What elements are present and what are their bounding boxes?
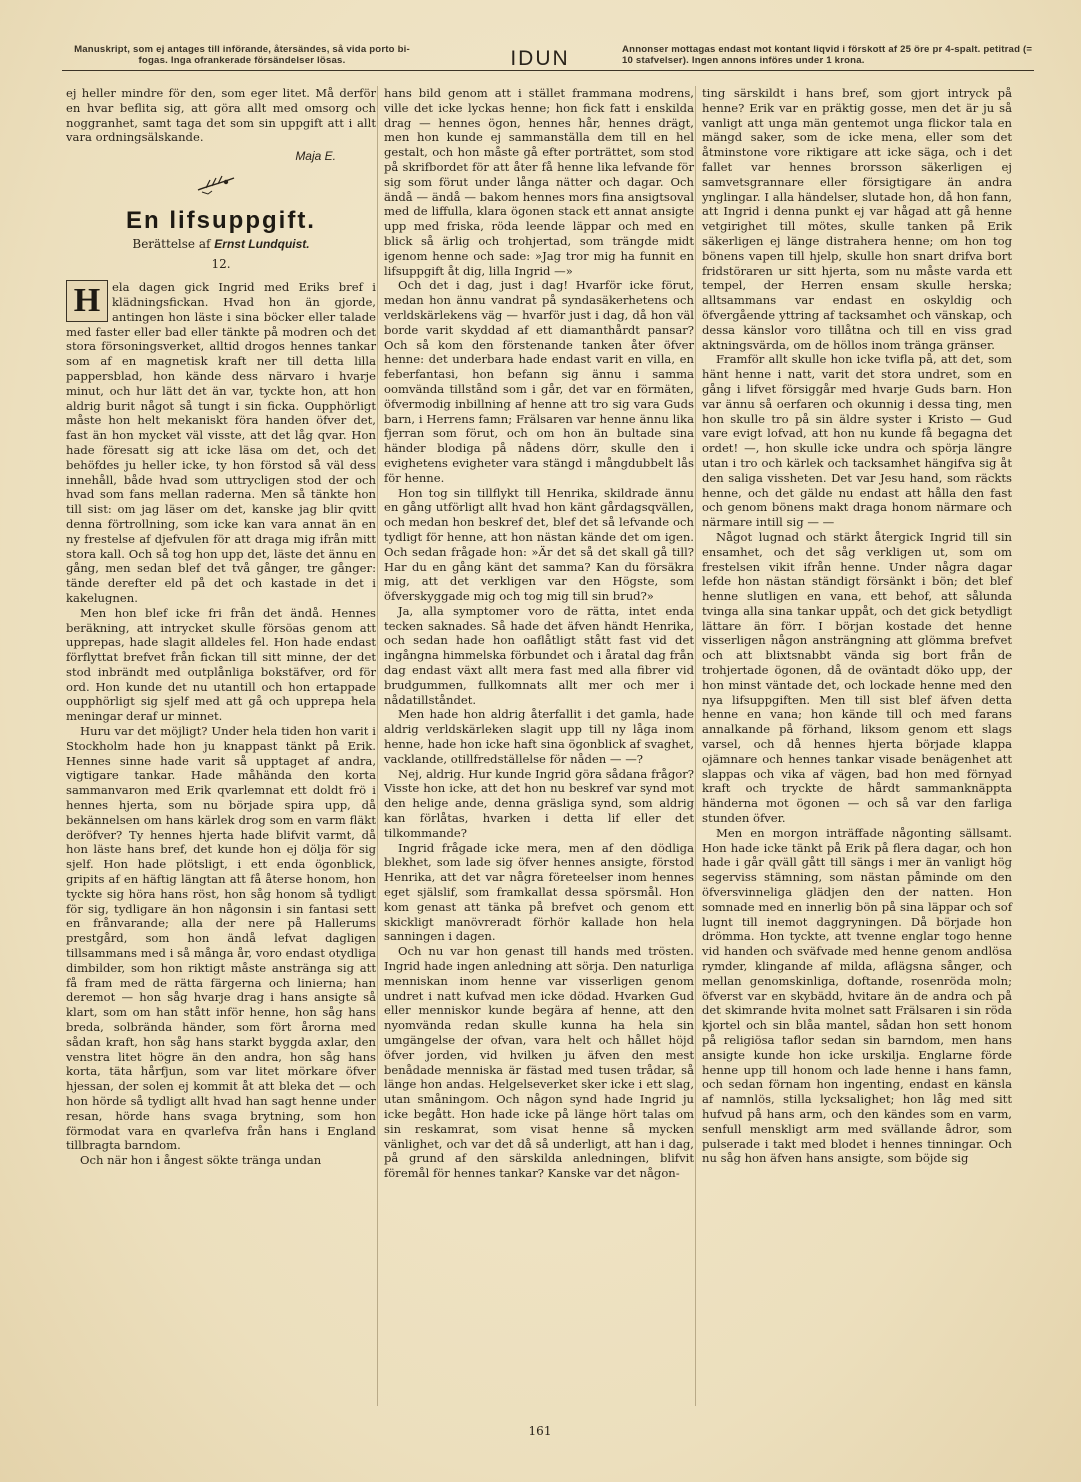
story-title: En lifsuppgift. [126,206,316,234]
column-divider [377,86,378,1406]
story-byline [66,237,376,252]
paragraph: hans bild genom att i stället frammana modrens, ville det icke lyckas henne; hon fick fatt i enskilda drag — hennes ögon, hennes hår, hennes drägt, men hon kunde ej sammanställa dem till en hel gestalt, och hon måste gå efter porträttet, som stod på skrifbordet för att åter få henne lika lefvande för sig som förut under långa nätter och dagar. Och ändå — ändå — bakom hennes mors fina ansigtsoval med de liffulla, klara ögonen stack ett annat ansigte upp med friska, röda leende läppar och med en blick så ärlig och trohjertad, som trängde midt igenom henne och sade: »Jag tror mig ha funnit en lifsuppgift åt dig, lilla Ingrid —» [384,86,694,278]
header-rule [62,70,1034,71]
paragraph: Men hon blef icke fri från det ändå. Hennes beräkning, att intrycket skulle försöas genom att upprepas, hade slagit alldeles fel. Hon hade endast förflyttat brefvet från fickan till sitt minne, der det stod inbrändt med outplånliga bokstäfver, ord för ord. Hon kunde det nu utantill och hon ertappade oupphörligt sig sjelf med att gå och upprepa hela meningar deraf ur minnet. [66,605,376,724]
paragraph: Och det i dag, just i dag! Hvarför icke förut, medan hon ännu vandrat på syndasäkerhetens och verldskärlekens väg — hvarför just i dag, då hon väl borde varit skyddad af ett diamanthårdt pansar? Och så kom den förstenande tanken åter öfver henne: det underbara hade endast varit en villa, en feberfantasi, hon befann sig ännu i samma oomvända tillstånd som i går, det var en förmäten, öfvermodig inbillning af henne att tro sig vara Guds barn, i Herrens famn; Frälsaren var henne ännu lika fjerran som förut, och om hon än bultade sina händer blodiga på nådens dörr, skulle den i evighetens evigheter vara stängd i mångdubbelt lås för henne. [384,278,694,485]
signature: Maja E. [295,149,336,164]
drop-cap: H [66,280,108,322]
paragraph: Men en morgon inträffade någonting sällsamt. Hon hade icke tänkt på Erik på flera dagar, och hon hade i går qväll gått till sängs i mer än vanligt hög segerviss stämning, som nästan påminde om den öfversvinneliga glädjen den der natten. Hon somnade med en innerlig bön på sina läppar och sof lugnt till inemot daggryningen. Då började hon drömma. Hon tyckte, att tvenne englar togo henne vid handen och sväfvade med henne genom andlösa rymder, klingande af milda, aflägsna sånger, och mellan genomskinliga, doftande, rosenröda moln; öfverst var en skybädd, hvitare än de andra och på det skimrande hvita molnet satt Frälsaren i sin röda kjortel och sin blåa mantel, sådan hon sett honom på religiösa taflor sedan sin barndom, men hans ansigte kunde hon icke urskilja. Englarne förde henne upp till honom och lade henne i hans famn, och sedan förnam hon ingenting, endast en känsla af namnlös, stilla lycksalighet; hon låg med sitt hufvud på hans arm, och den kändes som en varm, senfull menskligt arm med svällande ådror, som pulserade i takt med blodet i hennes tinningar. Och nu såg hon äfven hans ansigte, som böjde sig [702,825,1012,1166]
chapter-number: 12. [211,257,231,272]
paragraph: Ja, alla symptomer voro de rätta, intet enda tecken saknades. Så hade det äfven händt Henrika, och sedan hade hon oaflåtligt stått fast vid det ingångna himmelska förbundet och i åratal dag från dag endast växt allt mera fast med alla fibrer vid brudgummen, fullkomnats allt mer och mer i nådatillståndet. [384,603,694,707]
previous-article-end: ej heller mindre för den, som eger litet. Må derför en hvar beflita sig, att göra allt med omsorg och noggranhet, samt taga det som sin uppgift att i allt vara ordningsälskande. [66,86,376,145]
floral-ornament-icon [196,172,236,196]
paragraph: Och när hon i ångest sökte tränga undan [80,1153,322,1168]
column-2 [384,86,694,1181]
byline-prefix: Berättelse af [132,236,211,251]
paragraph: Nej, aldrig. Hur kunde Ingrid göra sådana frågor? Visste hon icke, att det hon nu beskref var synd mot den helige ande, denna gräsliga synd, som aldrig kan förlåtas, hvarken i detta lif eller det tilkommande? [384,766,694,840]
page-number: 161 [528,1424,552,1438]
paragraph: ela dagen gick Ingrid med Eriks bref i klädningsfickan. Hvad hon än gjorde, antingen hon läste i sina böcker eller talade med faster eller bad eller tänkte på modren och det stora försoningsverket, alltid drogos hennes tankar som af en magnetisk kraft ner till detta lilla pappersblad, hon kände dess närvaro i hvarje minut, och hur lätt det än var, tyckte hon, att hon aldrig burit något så tungt i sin ficka. Oupphörligt måste hon helt mekaniskt föra handen öfver det, fast än hon mycket väl visste, att det låg qvar. Hon hade föresatt sig att icke läsa om det, och det behöfdes ju heller icke, ty hon förstod så väl dess innehåll, både hvad som uttrycligen stod der och hvad som fans mellan raderna. Men så tänkte hon till sist: om jag läser om det, kanske jag blir qvitt denna förtrollning, som icke kan vara annat än en ny frestelse af djefvulen för att draga mig ifrån mitt stora kall. Och så tog hon upp det, läste det ännu en gång, men sedan blef det två gånger, tre gånger: tände derefter eld på det och kastade in det i kakelugnen. [66,280,376,605]
paragraph: Ingrid frågade icke mera, men af den dödliga blekhet, som lade sig öfver hennes ansigte, förstod Henrika, att det var några företeelser inom hennes eget själslif, som framkallat dessa spörsmål. Hon kom genast att tänka på brefvet och genom ett skickligt manövreradt förhör kallade hon hela sanningen i dagen. [384,840,694,944]
paragraph: ting särskildt i hans bref, som gjort intryck på henne? Erik var en präktig gosse, men det är ju så vanligt att unga män gentemot unga flickor tala en mängd saker, som de icke mena, eller som det åtminstone vore riktigare att icke säga, och i det fallet var hennes brorsson säkerligen ej samvetsgrannare eller försigtigare än andra ynglingar. I alla händelser, slutade hon, då hon fann, att Ingrid i denna punkt ej var hågad att gå henne vetgirighet till mötes, skulle tanken på Erik säkerligen ej länge distrahera henne; om hon tog bönens vapen till hjelp, skulle hon snart drifva bort fridstöraren ur sitt hjerta, som nu måste varda ett tempel, der Herren ensam skulle herska; alltsammans var endast en oskyldig och öfvergående yttring af tacksamhet och vänskap, och dessa känslor voro tillåtna och till en viss grad aktningsvärda, om de höllos inom tränga gränser. [702,86,1012,352]
paragraph: Huru var det möjligt? Under hela tiden hon varit i Stockholm hade hon ju knappast tänkt på Erik. Hennes sinne hade varit så upptaget af andra, vigtigare tankar. Hade måhända den korta sammanvaron med Erik qvarlemnat ett doldt frö i hennes hjerta, som nu började spira upp, då bekännelsen om hans kärlek drog som en varm fläkt deröfver? Ty hennes hjerta hade blifvit varmt, då hon läste hans bref, det kunde hon ej dölja för sig sjelf. Hon hade plötsligt, i ett enda ögonblick, gripits af en häftig längtan att få återse honom, hon tyckte sig höra hans röst, hon såg honom så tydligt för sig, tydligare än hon någonsin i sin fantasi sett en frånvarande; alla der nere på Hallerums prestgård, som hon ändå lefvat dagligen tillsammans med i så många år, voro endast otydliga dimbilder, som hon riktigt måste anstränga sig att få fram med de rätta färgerna och linierna; han deremot — hon såg hvarje drag i hans ansigte så klart, som om han stått inför henne, hon såg hans breda, solbrända händer, som fört årorna med sådan kraft, hon såg hans starkt byggda axlar, den venstra litet högre än den andra, hon såg hans korta, täta hårfjun, som var litet mörkare öfver hjessan, der solen ej kommit åt att bleka det — och hon hörde så tydligt allt hvad han sagt henne under resan, hörde hans svaga brytning, som hon förmodat vara en qvarlefva från hans i England tillbragta barndom. [66,724,376,1153]
header-right-notice: Annonser mottagas endast mot kontant liqvid i förskott af 25 öre pr 4-spalt. petitrad (= 10 stafvelser). Ingen annons införes under 1 krona. [622,44,1033,66]
masthead-title: IDUN [510,47,570,70]
column-1 [66,86,376,1168]
author-name: Ernst Lundquist. [214,236,310,251]
column-3 [702,86,1012,1166]
paragraph: Något lugnad och stärkt återgick Ingrid till sin ensamhet, och det såg verkligen ut, som om frestelsen vikit ifrån henne. Under några dagar lefde hon nästan ständigt försänkt i bön; det blef henne slutligen en vana, ett behof, att sålunda tvinga alla sina tankar uppåt, och det gick betydligt lättare än förr. I början kostade det henne visserligen någon ansträngning att glömma brefvet och att blixtsnabbt vända sig bort från de trohjertade ögonen, då de oväntadt döko upp, der hon minst väntade det, och lockade henne med den nya lifsuppgiften. Men till sist blef äfven detta henne en vana; hon kände till och med farans annalkande på förhand, liksom genom ett slags varsel, och då hennes hjerta började klappa ojämnare och hennes tankar visade benägenhet att slappas och vika af vägen, bad hon med förnyad kraft och tryckte de hårdt sammanknäppta händerna mot ögonen — och så var den farliga stunden öfver. [702,529,1012,826]
paragraph: Och nu var hon genast till hands med trösten. Ingrid hade ingen anledning att sörja. Den naturliga menniskan inom henne var visserligen genom undret i natt kufvad men icke dödad. Hvarken Gud eller menniskor kunde begära af henne, att den nyomvända redan skulle kunna ha hela sin umgängelse der ofvan, vara helt och hållet höjd öfver jorden, vid hvilken ju äfven den mest benådade menniska är fästad med tusen trådar, så länge hon andas. Helgelseverket sker icke i ett slag, utan småningom. Och någon synd hade Ingrid ju icke begått. Hon hade icke på länge hört talas om sin reskamrat, som visat henne så mycken vänlighet, och var det då så underligt, att han i dag, på grund af den särskilda anledningen, blifvit föremål för hennes tankar? Kanske var det någon- [384,944,694,1181]
paragraph: Men hade hon aldrig återfallit i det gamla, hade aldrig verldskärleken slagit upp till ny låga inom henne, hade hon icke haft sina ögonblick af svaghet, vacklande, otillfredställelse för nåden — —? [384,707,694,766]
column-divider [695,86,696,1406]
paragraph: Framför allt skulle hon icke tvifla på, att det, som hänt henne i natt, varit det stora undret, som en gång i lifvet försiggår med hvarje Guds barn. Hon var ännu så oerfaren och okunnig i dessa ting, men hon skulle tro på sin äldre syster i Kristo — Gud vare evigt lofvad, att hon nu kunde få begagna det ordet! —, hon skulle icke undra och spörja längre utan i tro och kärlek och tacksamhet hängifva sig åt den saliga vissheten. Det var Jesu hand, som räckts henne, och det gälde nu endast att hålla den fast och genom bönens makt draga honom närmare och närmare intill sig — — [702,352,1012,530]
header-left-notice: Manuskript, som ej antages till införande, återsändes, så vida porto bi-fogas. Inga ofrankerade försändelser lösas. [74,44,410,66]
paragraph: Hon tog sin tillflykt till Henrika, skildrade ännu en gång utförligt allt hvad hon känt gårdagsqvällen, och medan hon beskref det, blef det så lefvande och tydligt för henne, att hon nästan kände det om igen. Och sedan frågade hon: »Är det så det skall gå till? Har du en gång känt det samma? Kan du försäkra mig, att det verkligen var den Högste, som öfverskyggade mig och tog mig till sin brud?» [384,485,694,604]
